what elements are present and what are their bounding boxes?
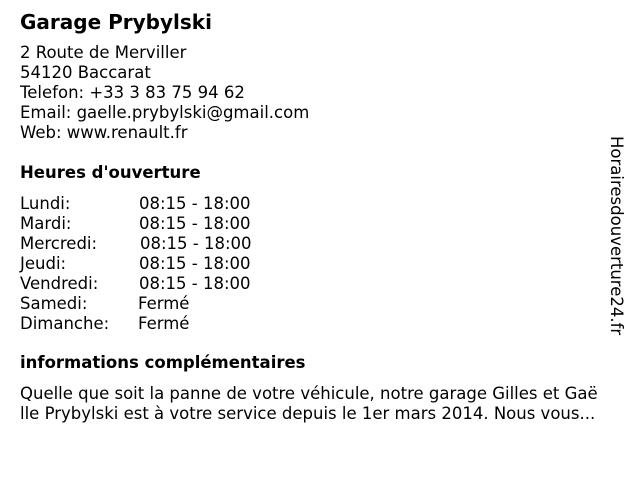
- day-hours: 08:15 - 18:00: [139, 194, 251, 213]
- website-line: Web: www.renault.fr: [20, 123, 188, 142]
- contact-block: [20, 43, 309, 143]
- address-city: 54120 Baccarat: [20, 63, 151, 82]
- additional-info-heading: informations complémentaires: [20, 353, 306, 372]
- day-hours: Fermé: [138, 314, 190, 333]
- day-hours: 08:15 - 18:00: [140, 234, 252, 253]
- day-label: Dimanche:: [20, 314, 110, 333]
- opening-hours-heading: Heures d'ouverture: [20, 163, 201, 182]
- info-line-2: lle Prybylski est à votre service depuis le 1er mars 2014. Nous vous...: [20, 404, 596, 423]
- day-label: Vendredi:: [20, 274, 99, 293]
- day-label: Mardi:: [20, 214, 72, 233]
- day-label: Jeudi:: [20, 254, 67, 273]
- day-hours: 08:15 - 18:00: [139, 254, 251, 273]
- business-name: Garage Prybylski: [20, 10, 212, 34]
- phone-line: Telefon: +33 3 83 75 94 62: [20, 83, 245, 102]
- additional-info-text: [20, 384, 632, 424]
- address-street: 2 Route de Merviller: [20, 43, 187, 62]
- day-label: Lundi:: [20, 194, 71, 213]
- day-hours: 08:15 - 18:00: [139, 214, 251, 233]
- day-hours: 08:15 - 18:00: [139, 274, 251, 293]
- day-label: Mercredi:: [20, 234, 98, 253]
- day-label: Samedi:: [20, 294, 88, 313]
- info-line-1: Quelle que soit la panne de votre véhicule, notre garage Gilles et Gaë: [20, 384, 598, 403]
- day-hours: Fermé: [138, 294, 190, 313]
- site-watermark: Horairesdouverture24.fr: [607, 136, 626, 336]
- email-line: Email: gaelle.prybylski@gmail.com: [20, 103, 310, 122]
